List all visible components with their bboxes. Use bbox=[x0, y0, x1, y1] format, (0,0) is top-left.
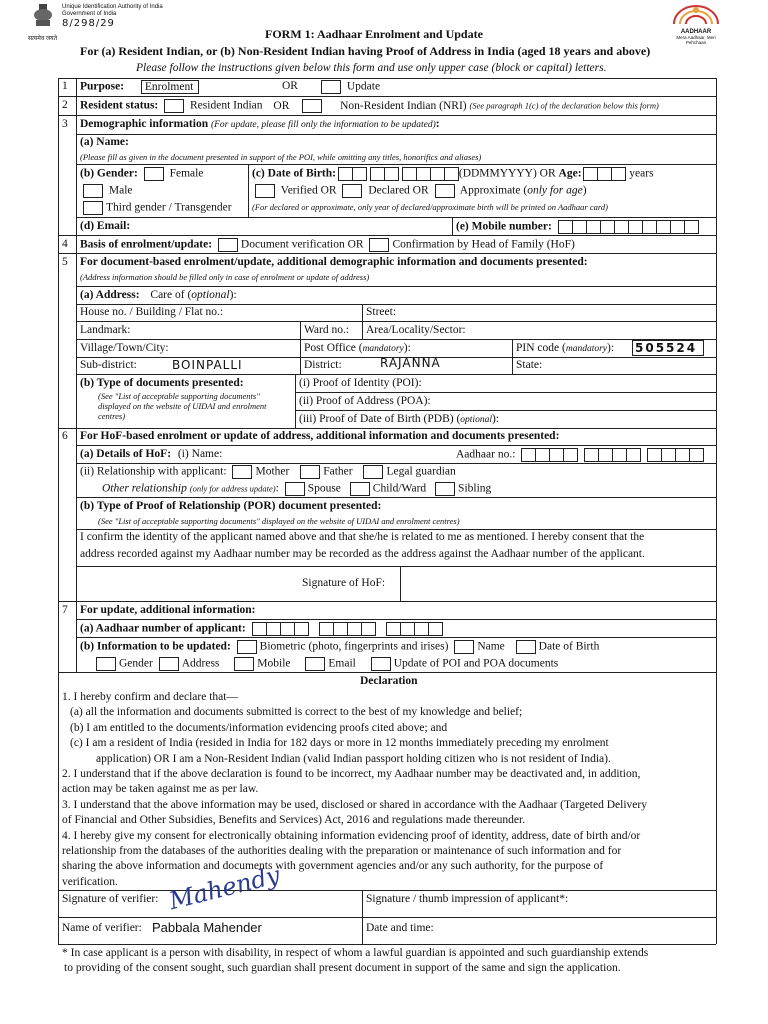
resident-status-row bbox=[80, 99, 659, 113]
org-line2: Government of India bbox=[62, 11, 117, 17]
email-update-checkbox[interactable] bbox=[305, 657, 325, 671]
landmark-label: Landmark: bbox=[80, 324, 131, 336]
nri-label: Non-Resident Indian (NRI) bbox=[340, 99, 467, 112]
male-label: Male bbox=[108, 184, 133, 197]
biometric-label: Biometric (photo, fingerprints and irises) bbox=[259, 640, 449, 653]
declaration-c1: (c) I am a resident of India (resided in India for 182 days or more in 12 months immediately preceding my enrolment bbox=[70, 737, 609, 750]
post-office-mandatory: mandatory bbox=[362, 344, 404, 354]
spouse-label: Spouse bbox=[307, 482, 341, 495]
male-option bbox=[80, 184, 133, 198]
declaration-p2b: action may be taken against me as per law. bbox=[62, 783, 259, 796]
purpose-label: Purpose: bbox=[80, 80, 125, 93]
child-ward-checkbox[interactable] bbox=[350, 482, 370, 496]
poi-poa-update-label: Update of POI and POA documents bbox=[393, 657, 559, 670]
row5-number: 5 bbox=[62, 256, 68, 268]
relationship-row bbox=[80, 465, 456, 479]
dob-update-checkbox[interactable] bbox=[516, 640, 536, 654]
declaration-c2: application) OR I am a Non-Resident Indian (valid Indian passport holding citizen who is not resident of India). bbox=[96, 752, 611, 765]
poi-poa-update-checkbox[interactable] bbox=[371, 657, 391, 671]
info-to-update-label: (b) Information to be updated: bbox=[80, 640, 231, 653]
hof-signature-label: Signature of HoF: bbox=[302, 577, 386, 589]
declaration-p4a: 4. I hereby give my consent for electronically obtaining information evidencing proof of identity, address, date of birth and/or bbox=[62, 829, 641, 842]
pin-row bbox=[516, 342, 614, 354]
declaration-title: Declaration bbox=[360, 675, 418, 687]
address-row bbox=[80, 289, 237, 301]
district-value[interactable]: RAJANNA bbox=[380, 356, 441, 370]
child-ward-label: Child/Ward bbox=[372, 482, 427, 495]
ref-number: 8/298/29 bbox=[62, 18, 115, 29]
address-label: (a) Address: bbox=[80, 289, 140, 301]
age-boxes[interactable] bbox=[584, 168, 626, 180]
hof-confirmation-label: Confirmation by Head of Family (HoF) bbox=[392, 238, 575, 251]
dob-format: (DDMMYYYY) OR bbox=[458, 167, 556, 180]
dob-note: (For declared or approximate, only year of declared/approximate birth will be printed on Aadhaar card) bbox=[252, 202, 608, 212]
enrolment-label: Enrolment bbox=[144, 80, 194, 93]
resident-indian-checkbox[interactable] bbox=[164, 99, 184, 113]
poa-label: (ii) Proof of Address (POA): bbox=[299, 395, 431, 407]
hof-confirmation-checkbox[interactable] bbox=[369, 238, 389, 252]
sibling-checkbox[interactable] bbox=[435, 482, 455, 496]
update-label: Update bbox=[346, 80, 381, 93]
footnote-line1: * In case applicant is a person with disability, in respect of whom a lawful guardian is appointed and such guardianship extends bbox=[62, 947, 649, 959]
dob-type-row bbox=[252, 184, 587, 198]
state-label: State: bbox=[516, 359, 543, 371]
form-instructions: Please follow the instructions given below this form and use only upper case (block or capital) letters. bbox=[136, 62, 607, 74]
doc-type-label: (b) Type of documents presented: bbox=[80, 377, 244, 389]
date-time-label: Date and time: bbox=[366, 922, 434, 934]
approximate-close: ) bbox=[582, 184, 587, 197]
declaration-p3a: 3. I understand that the above information may be used, disclosed or shared in accordance with the Aadhaar (Targeted Delivery bbox=[62, 798, 647, 811]
name-update-label: Name bbox=[477, 640, 505, 653]
por-note: (See "List of acceptable supporting documents" displayed on the website of UIDAI and enrolment centres) bbox=[98, 516, 460, 526]
age-label: Age: bbox=[558, 167, 582, 180]
email-update-label: Email bbox=[328, 657, 356, 670]
father-label: Father bbox=[323, 465, 353, 478]
other-relationship-colon: : bbox=[275, 482, 279, 495]
declaration-b: (b) I am entitled to the documents/information evidencing proofs cited above; and bbox=[70, 721, 448, 734]
mobile-update-checkbox[interactable] bbox=[234, 657, 254, 671]
declaration-p4b: relationship from the databases of the authorities dealing with the preparation or maintenance of such information and for bbox=[62, 845, 622, 858]
mother-checkbox[interactable] bbox=[232, 465, 252, 479]
third-gender-option bbox=[80, 201, 232, 215]
gender-label: (b) Gender: bbox=[80, 167, 138, 180]
mobile-update-label: Mobile bbox=[257, 657, 291, 670]
district-label: District: bbox=[304, 359, 342, 371]
aadhaar-fingerprint-icon bbox=[666, 4, 726, 26]
relationship-label: (ii) Relationship with applicant: bbox=[80, 465, 227, 478]
declaration-body bbox=[62, 690, 712, 890]
pdb-close: ): bbox=[491, 413, 499, 425]
third-gender-label: Third gender / Transgender bbox=[106, 201, 232, 214]
declaration-p2a: 2. I understand that if the above declaration is found to be incorrect, my Aadhaar number may be deactivated and, in addition, bbox=[62, 768, 641, 781]
demographic-colon: : bbox=[435, 118, 440, 130]
street-label: Street: bbox=[366, 306, 397, 318]
info-to-update-row bbox=[80, 640, 599, 654]
applicant-aadhaar-row bbox=[80, 622, 443, 636]
ward-label: Ward no.: bbox=[304, 324, 350, 336]
verifier-handwritten-signature: Mahendy bbox=[166, 860, 283, 916]
basis-label: Basis of enrolment/update: bbox=[80, 238, 213, 251]
verifier-signature-label: Signature of verifier: bbox=[62, 893, 159, 905]
resident-or: OR bbox=[273, 99, 290, 112]
declaration-p4c: sharing the above information and documents with government agencies and/or any such authority, for the purpose of bbox=[62, 860, 604, 873]
other-relationship-label: Other relationship bbox=[102, 482, 187, 495]
declaration-p1: 1. I hereby confirm and declare that— bbox=[62, 691, 238, 703]
address-update-label: Address bbox=[181, 657, 220, 670]
legal-guardian-checkbox[interactable] bbox=[363, 465, 383, 479]
approximate-note: only for age bbox=[527, 184, 583, 197]
verified-label: Verified OR bbox=[280, 184, 337, 197]
declaration-a: (a) all the information and documents submitted is correct to the best of my knowledge and belief; bbox=[70, 706, 523, 719]
post-office-close: ): bbox=[403, 342, 411, 354]
row4-number: 4 bbox=[62, 238, 68, 250]
area-label: Area/Locality/Sector: bbox=[366, 324, 466, 336]
male-checkbox[interactable] bbox=[83, 184, 103, 198]
mobile-row bbox=[456, 220, 699, 234]
subdistrict-label: Sub-district: bbox=[80, 359, 137, 371]
pdb-optional: optional bbox=[460, 415, 492, 425]
update-checkbox[interactable] bbox=[321, 80, 341, 94]
other-relationship-row bbox=[102, 482, 491, 496]
emblem-text: सत्यमेव जयते bbox=[28, 36, 58, 42]
footnote-line2: to providing of the consent sought, such guardian shall present document in support of the same and sign the application. bbox=[64, 962, 621, 974]
logo-tagline: Mera Aadhaar, Meri Pehchaan bbox=[676, 35, 716, 45]
basis-row bbox=[80, 238, 575, 252]
gender-row bbox=[80, 167, 203, 181]
pdb-row bbox=[299, 413, 499, 425]
name-label: (a) Name: bbox=[80, 136, 129, 148]
dob-label: (c) Date of Birth: bbox=[252, 167, 336, 180]
care-of-optional: optional bbox=[191, 289, 230, 301]
post-office-row bbox=[304, 342, 411, 354]
mobile-boxes[interactable] bbox=[559, 221, 699, 233]
pdb-label: (iii) Proof of Date of Birth (PDB) ( bbox=[299, 413, 461, 425]
biometric-checkbox[interactable] bbox=[237, 640, 257, 654]
email-label: (d) Email: bbox=[80, 220, 131, 232]
post-office-label: Post Office ( bbox=[304, 342, 363, 354]
nri-note: (See paragraph 1(c) of the declaration below this form) bbox=[469, 100, 659, 111]
demographic-label: Demographic information bbox=[80, 118, 209, 130]
hof-based-label: For HoF-based enrolment or update of address, additional information and documents presented: bbox=[80, 430, 560, 442]
verifier-name-value[interactable]: Pabbala Mahender bbox=[152, 920, 262, 935]
hof-name-label: (i) Name: bbox=[177, 448, 223, 460]
declared-label: Declared OR bbox=[368, 184, 429, 197]
verified-checkbox[interactable] bbox=[255, 184, 275, 198]
row6-number: 6 bbox=[62, 430, 68, 442]
pin-label: PIN code ( bbox=[516, 342, 566, 354]
resident-status-label: Resident status: bbox=[80, 99, 159, 112]
hof-aadhaar-label: Aadhaar no.: bbox=[456, 448, 516, 461]
doc-based-note: (Address information should be filled only in case of enrolment or update of address) bbox=[80, 272, 370, 282]
female-checkbox[interactable] bbox=[144, 167, 164, 181]
pin-close: ): bbox=[607, 342, 615, 354]
row1-number: 1 bbox=[62, 80, 68, 92]
years-label: years bbox=[629, 167, 654, 180]
nri-checkbox[interactable] bbox=[302, 99, 322, 113]
mother-label: Mother bbox=[255, 465, 290, 478]
emblem-icon bbox=[30, 2, 56, 32]
third-gender-checkbox[interactable] bbox=[83, 201, 103, 215]
row2-number: 2 bbox=[62, 99, 68, 111]
document-verification-checkbox[interactable] bbox=[218, 238, 238, 252]
resident-indian-label: Resident Indian bbox=[190, 99, 263, 112]
hof-confirm-line2: address recorded against my Aadhaar number may be recorded as the address against the Aadhaar number of the applicant. bbox=[80, 548, 645, 560]
update-option bbox=[318, 80, 380, 94]
org-line1: Unique Identification Authority of India bbox=[62, 4, 163, 10]
por-label: (b) Type of Proof of Relationship (POR) document presented: bbox=[80, 500, 382, 512]
name-update-checkbox[interactable] bbox=[454, 640, 474, 654]
subdistrict-value[interactable]: BOINPALLI bbox=[172, 358, 243, 372]
pin-mandatory: mandatory bbox=[565, 344, 607, 354]
info-to-update-row2 bbox=[80, 657, 558, 671]
dob-update-label: Date of Birth bbox=[538, 640, 600, 653]
verifier-name-label: Name of verifier: bbox=[62, 922, 142, 934]
hof-details-row bbox=[80, 448, 222, 460]
declaration-p3b: of Financial and Other Subsidies, Benefits and Services) Act, 2016 and regulations made thereunder. bbox=[62, 814, 526, 827]
doc-based-label: For document-based enrolment/update, additional demographic information and documents presented: bbox=[80, 256, 588, 268]
house-label: House no. / Building / Flat no.: bbox=[80, 306, 224, 318]
hof-details-label: (a) Details of HoF: bbox=[80, 448, 172, 460]
declaration-p4d: verification. bbox=[62, 875, 118, 888]
legal-guardian-label: Legal guardian bbox=[386, 465, 456, 478]
purpose-or: OR bbox=[282, 80, 298, 92]
hof-confirm-line1: I confirm the identity of the applicant named above and that she/he is related to me as mentioned. I hereby consent that the bbox=[80, 531, 645, 543]
hof-aadhaar-boxes[interactable] bbox=[522, 449, 704, 461]
demographic-note: (For update, please fill only the information to be updated) bbox=[210, 120, 436, 130]
demographic-header bbox=[80, 118, 440, 130]
form-subtitle: For (a) Resident Indian, or (b) Non-Resident Indian having Proof of Address in India (aged 18 years and above) bbox=[80, 44, 651, 58]
dob-row bbox=[252, 167, 654, 181]
form-title: FORM 1: Aadhaar Enrolment and Update bbox=[265, 27, 483, 41]
applicant-aadhaar-label: (a) Aadhaar number of applicant: bbox=[80, 622, 246, 635]
doc-type-note: (See "List of acceptable supporting documents" displayed on the website of UIDAI and enrolment centres) bbox=[98, 391, 267, 421]
care-of-label: Care of ( bbox=[150, 289, 192, 301]
poi-label: (i) Proof of Identity (POI): bbox=[299, 377, 422, 389]
purpose-row bbox=[80, 80, 253, 94]
spouse-checkbox[interactable] bbox=[285, 482, 305, 496]
dob-boxes[interactable] bbox=[339, 168, 459, 180]
applicant-aadhaar-boxes[interactable] bbox=[253, 623, 443, 635]
gender-update-label: Gender bbox=[119, 657, 153, 670]
mobile-label: (e) Mobile number: bbox=[456, 220, 552, 233]
update-info-label: For update, additional information: bbox=[80, 604, 256, 616]
village-label: Village/Town/City: bbox=[80, 342, 169, 354]
name-note: (Please fill as given in the document presented in support of the POI, while omitting any titles, honorifics and aliases) bbox=[80, 152, 482, 162]
document-verification-label: Document verification OR bbox=[240, 238, 364, 251]
row3-number: 3 bbox=[62, 118, 68, 130]
gender-update-checkbox[interactable] bbox=[96, 657, 116, 671]
approximate-label: Approximate ( bbox=[459, 184, 528, 197]
declared-checkbox[interactable] bbox=[342, 184, 362, 198]
logo-text: AADHAAR bbox=[680, 29, 712, 35]
government-emblem bbox=[30, 2, 56, 32]
other-relationship-note: (only for address update) bbox=[189, 483, 276, 494]
approximate-checkbox[interactable] bbox=[435, 184, 455, 198]
address-update-checkbox[interactable] bbox=[159, 657, 179, 671]
pin-code-field[interactable]: 505524 bbox=[632, 340, 704, 356]
sibling-label: Sibling bbox=[458, 482, 492, 495]
care-of-close: ): bbox=[229, 289, 237, 301]
row7-number: 7 bbox=[62, 604, 68, 616]
female-label: Female bbox=[169, 167, 204, 180]
applicant-signature-label: Signature / thumb impression of applicant*: bbox=[366, 893, 569, 905]
hof-aadhaar-row bbox=[456, 448, 704, 462]
aadhaar-logo bbox=[666, 4, 726, 45]
father-checkbox[interactable] bbox=[300, 465, 320, 479]
